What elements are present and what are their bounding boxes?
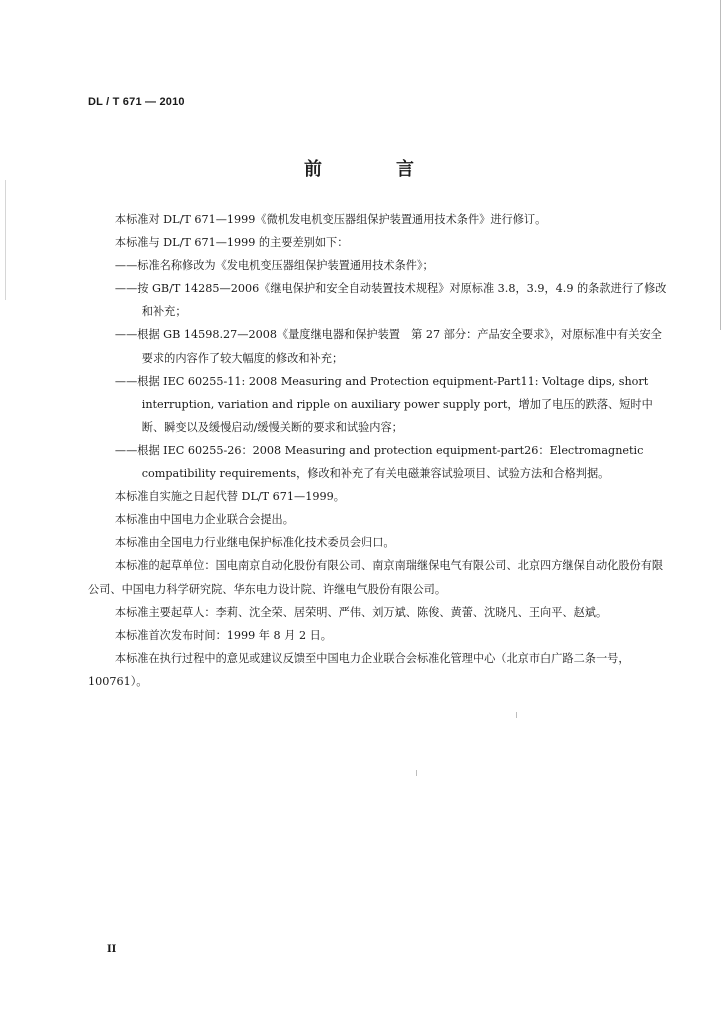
list-item: ——按 GB/T 14285—2006《继电保护和安全自动装置技术规程》对原标准 3.8，3.9，4.9 的条款进行了修改和补充； (114, 282, 667, 319)
document-code: DL / T 671 — 2010 (88, 96, 185, 108)
paragraph: 本标准对 DL/T 671—1999《微机发电机变压器组保护装置通用技术条件》进行修订。 (114, 213, 547, 226)
paragraph: 本标准与 DL/T 671—1999 的主要差别如下： (114, 236, 349, 250)
paragraph: 本标准由全国电力行业继电保护标准化技术委员会归口。 (114, 536, 395, 550)
preface-body (88, 208, 668, 693)
scan-edge-line (720, 0, 721, 330)
page-number: II (107, 944, 117, 955)
scan-speck (416, 770, 417, 776)
paragraph: 本标准主要起草人：李莉、沈全荣、居荣明、严伟、刘万斌、陈俊、黄蕾、沈晓凡、王向平、赵斌。 (114, 605, 608, 619)
paragraph: 本标准在执行过程中的意见或建议反馈至中国电力企业联合会标准化管理中心（北京市白广路二条一号，100761）。 (88, 651, 630, 688)
scan-speck (516, 712, 517, 718)
page-title: 前 言 (304, 159, 442, 180)
paragraph: 本标准自实施之日起代替 DL/T 671—1999。 (114, 490, 345, 504)
list-item: ——根据 GB 14598.27—2008《量度继电器和保护装置 第 27 部分：产品安全要求》，对原标准中有关安全要求的内容作了较大幅度的修改和补充； (114, 328, 662, 365)
paragraph: 本标准的起草单位：国电南京自动化股份有限公司、南京南瑞继保电气有限公司、北京四方继保自动化股份有限公司、中国电力科学研究院、华东电力设计院、许继电气股份有限公司。 (88, 559, 664, 596)
list-item: ——标准名称修改为《发电机变压器组保护装置通用技术条件》； (114, 259, 434, 273)
list-item: ——根据 IEC 60255-26：2008 Measuring and protection equipment-part26：Electromagnetic compatibility requirements，修改和补充了有关电磁兼容试验项目、试验方法和合格判据。 (114, 443, 644, 481)
scan-edge-line (5, 180, 6, 300)
list-item: ——根据 IEC 60255-11: 2008 Measuring and Protection equipment-Part11: Voltage dips, short interruption, variation and ripple on auxiliary power supply port，增加了电压的跌落、短时中断、瞬变以及缓慢启动/缓慢关断的要求和试验内容； (114, 374, 653, 434)
paragraph: 本标准由中国电力企业联合会提出。 (114, 513, 294, 527)
paragraph: 本标准首次发布时间：1999 年 8 月 2 日。 (114, 628, 332, 642)
